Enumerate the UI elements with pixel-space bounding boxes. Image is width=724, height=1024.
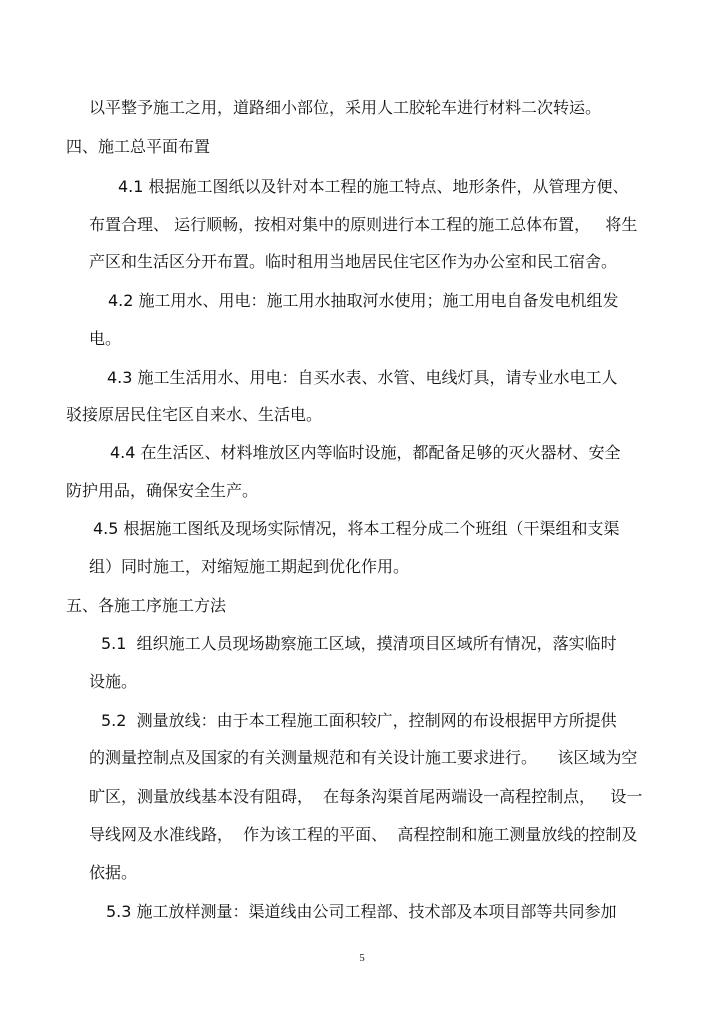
body-line: 4.3 施工生活用水、用电：自买水表、水管、电线灯具，请专业水电工人 xyxy=(107,368,618,387)
body-line: 以平整予施工之用，道路细小部位，采用人工胶轮车进行材料二次转运。 xyxy=(89,98,602,117)
body-line: 4.4 在生活区、材料堆放区内等临时设施，都配备足够的灭火器材、安全 xyxy=(110,443,621,462)
body-line: 5.1 组织施工人员现场勘察施工区域，摸清项目区域所有情况，落实临时 xyxy=(101,634,617,653)
body-line: 防护用品，确保安全生产。 xyxy=(66,481,259,500)
body-line: 5.3 施工放样测量：渠道线由公司工程部、技术部及本项目部等共同参加 xyxy=(106,902,617,921)
section-heading: 四、施工总平面布置 xyxy=(66,137,211,156)
body-line: 驳接原居民住宅区自来水、生活电。 xyxy=(66,405,323,424)
body-line: 组）同时施工，对缩短施工期起到优化作用。 xyxy=(89,557,410,576)
body-line: 依据。 xyxy=(89,863,138,882)
section-heading: 五、各施工序施工方法 xyxy=(66,596,227,615)
body-line: 布置合理、 运行顺畅，按相对集中的原则进行本工程的施工总体布置， 将生 xyxy=(89,215,638,234)
body-line: 产区和生活区分开布置。临时租用当地居民住宅区作为办公室和民工宿舍。 xyxy=(89,252,618,271)
body-line: 的测量控制点及国家的有关测量规范和有关设计施工要求进行。 该区域为空 xyxy=(89,748,638,767)
body-line: 电。 xyxy=(89,329,122,348)
body-line: 设施。 xyxy=(89,672,138,691)
body-line: 5.2 测量放线：由于本工程施工面积较广，控制网的布设根据甲方所提供 xyxy=(101,711,617,730)
body-line: 4.1 根据施工图纸以及针对本工程的施工特点、地形条件，从管理方便、 xyxy=(118,177,629,196)
page-number: 5 xyxy=(359,952,365,964)
body-line: 4.5 根据施工图纸及现场实际情况，将本工程分成二个班组（干渠组和支渠 xyxy=(93,519,620,538)
body-line: 导线网及水准线路， 作为该工程的平面、 高程控制和施工测量放线的控制及 xyxy=(89,825,638,844)
body-line: 旷区，测量放线基本没有阻碍， 在每条沟渠首尾两端设一高程控制点， 设一 xyxy=(89,787,643,806)
body-line: 4.2 施工用水、用电：施工用水抽取河水使用；施工用电自备发电机组发 xyxy=(108,291,619,310)
